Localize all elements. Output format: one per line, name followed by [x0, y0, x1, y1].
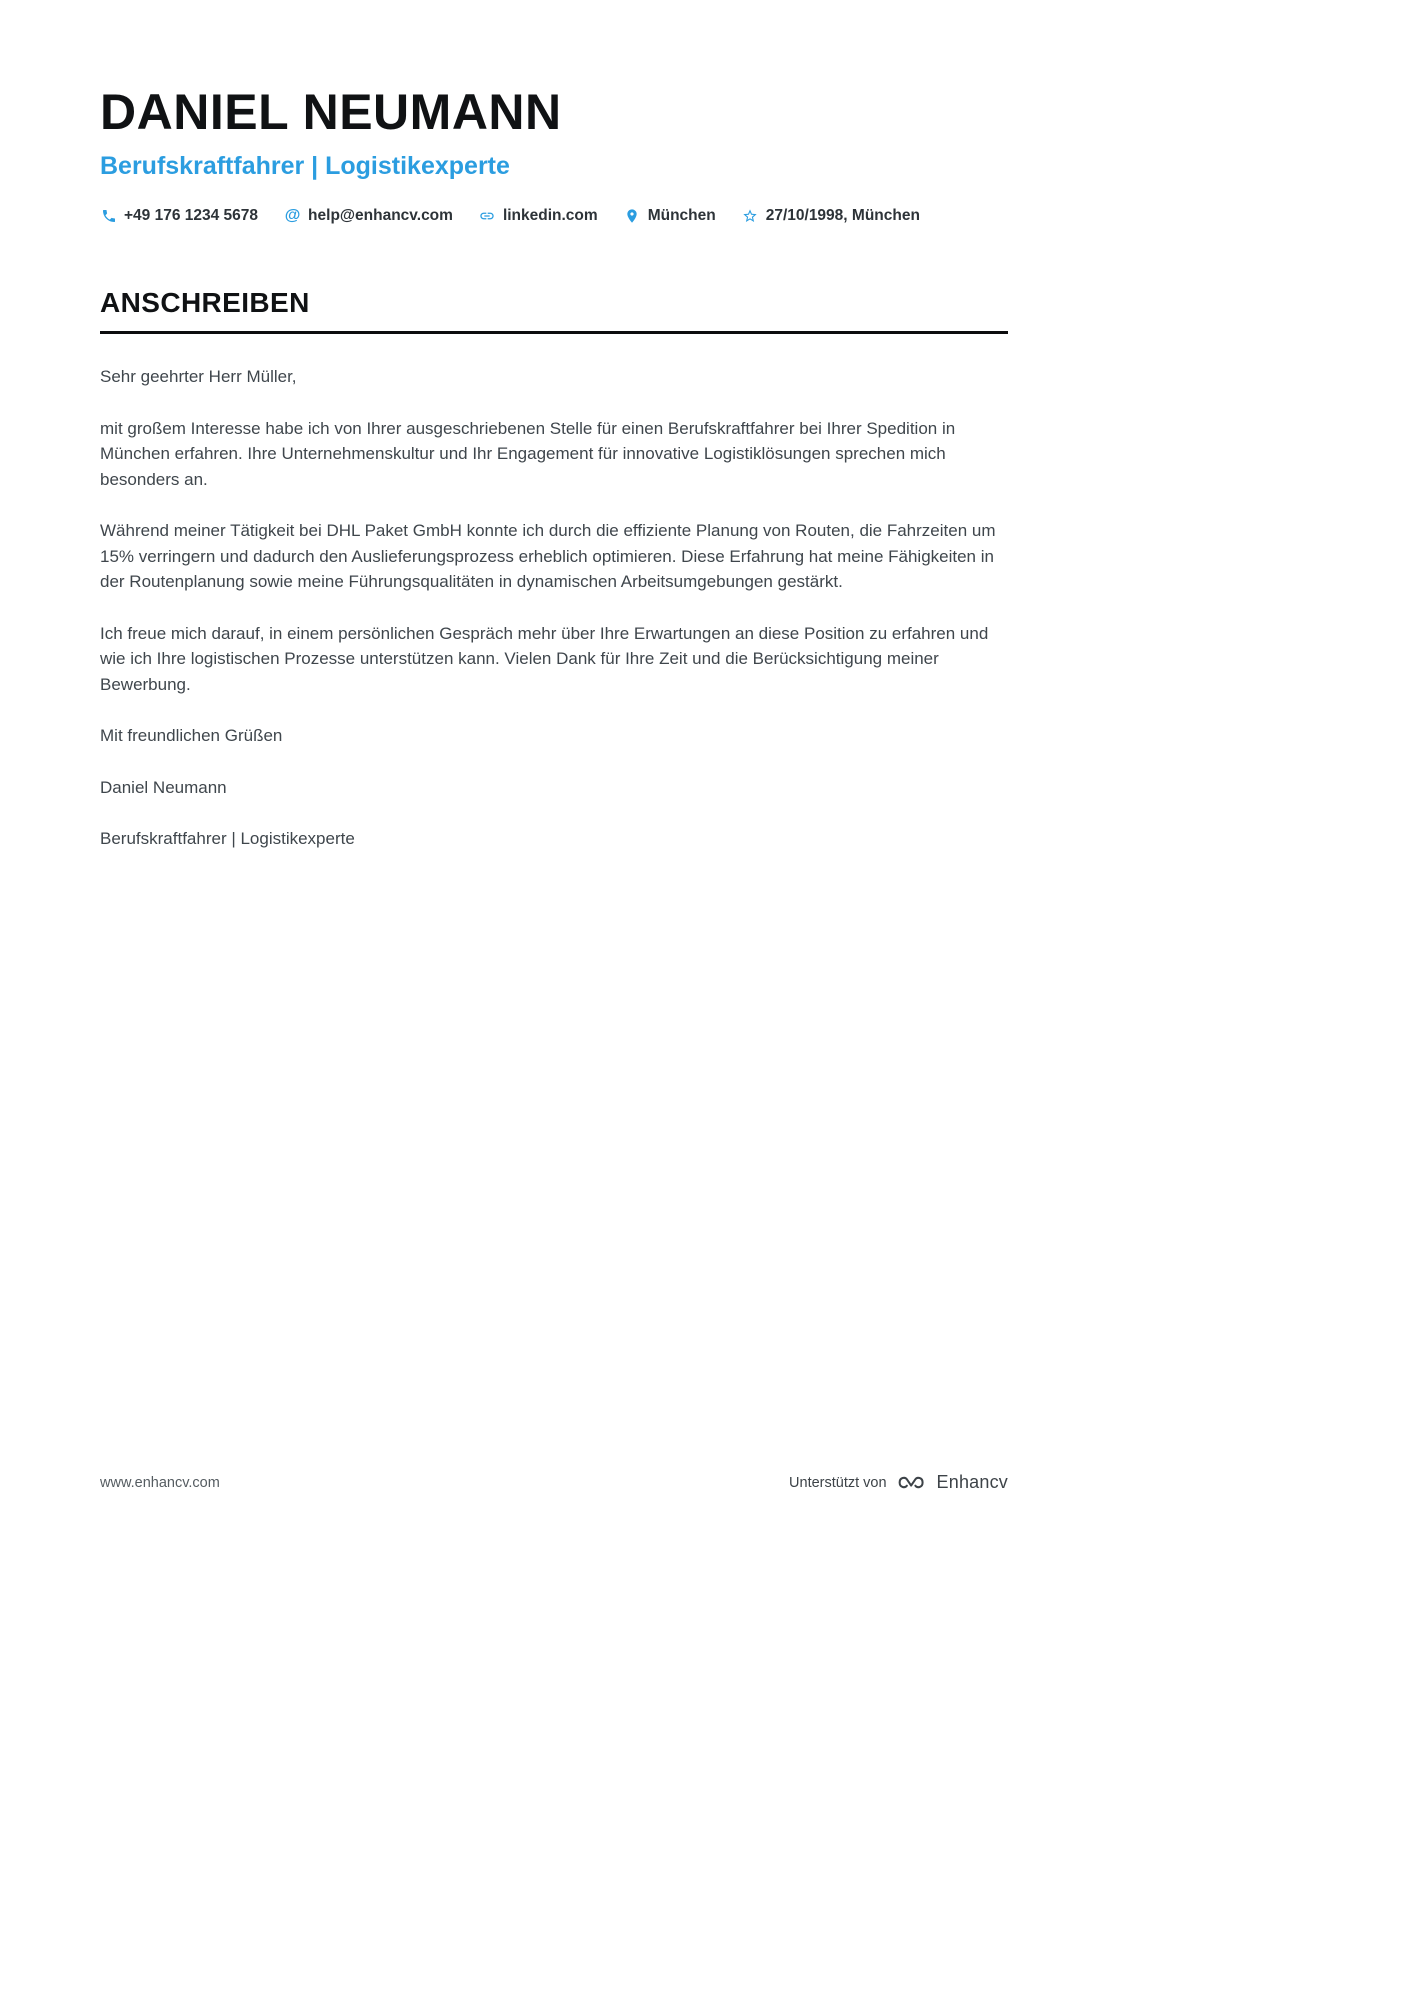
phone-icon: [100, 208, 117, 225]
powered-by-label: Unterstützt von: [789, 1474, 887, 1491]
link-icon: [479, 208, 496, 225]
letter-signature-title: Berufskraftfahrer | Logistikexperte: [100, 829, 355, 848]
letter-signature-name: Daniel Neumann: [100, 777, 227, 797]
footer-branding: [789, 1472, 1008, 1493]
contact-phone: [100, 207, 258, 225]
contact-phone-label: +49 176 1234 5678: [124, 207, 259, 224]
star-icon: [742, 208, 759, 225]
section-heading-anschreiben: ANSCHREIBEN: [100, 287, 1008, 334]
contact-email-label: help@enhancv.com: [308, 207, 453, 224]
page-title: DANIEL NEUMANN: [100, 84, 562, 140]
letter-paragraph-closing: Ich freue mich darauf, in einem persönlichen Gespräch mehr über Ihre Erwartungen an diese Position zu erfahren und wie ich Ihre logistischen Prozesse unterstützen kann. Vielen Dank für Ihre Zeit und die Berücksichtigung meiner Bewerbung.: [100, 623, 989, 694]
contact-location-label: München: [647, 207, 716, 224]
letter-regards: Mit freundlichen Grüßen: [100, 726, 283, 745]
footer-website-link[interactable]: www.enhancv.com: [100, 1474, 220, 1491]
contact-birthdate-label: 27/10/1998, München: [765, 207, 920, 224]
contact-location: [624, 207, 716, 225]
contact-row: [100, 207, 1008, 225]
job-title: Berufskraftfahrer | Logistikexperte: [100, 152, 510, 180]
enhancv-wordmark: Enhancv: [936, 1472, 1008, 1492]
page-footer: [100, 1472, 1008, 1493]
letter-salutation: Sehr geehrter Herr Müller,: [100, 367, 297, 386]
contact-email[interactable]: [284, 207, 453, 225]
contact-linkedin[interactable]: [479, 207, 598, 225]
email-icon: @: [284, 207, 301, 224]
letter-paragraph-main: Während meiner Tätigkeit bei DHL Paket GmbH konnte ich durch die effiziente Planung von Routen, die Fahrzeiten um 15% verringern und dadurch den Auslieferungsprozess erheblich optimieren. Diese Erfahrung hat meine Fähigkeiten in der Routenplanung sowie meine Führungsqualitäten in dynamischen Arbeitsumgebungen gestärkt.: [100, 521, 996, 591]
letter-content: [100, 0, 1008, 852]
location-icon: [624, 208, 641, 225]
letter-body: [100, 364, 1008, 852]
letter-paragraph-intro: mit großem Interesse habe ich von Ihrer ausgeschriebenen Stelle für einen Berufskraftfahrer bei Ihrer Spedition in München erfahren. Ihre Unternehmenskultur und Ihr Engagement für innovative Logistiklösungen sprechen mich besonders an.: [100, 418, 956, 489]
contact-birthdate: [742, 207, 920, 225]
enhancv-logo-icon: [897, 1473, 927, 1492]
contact-linkedin-label: linkedin.com: [502, 207, 598, 224]
